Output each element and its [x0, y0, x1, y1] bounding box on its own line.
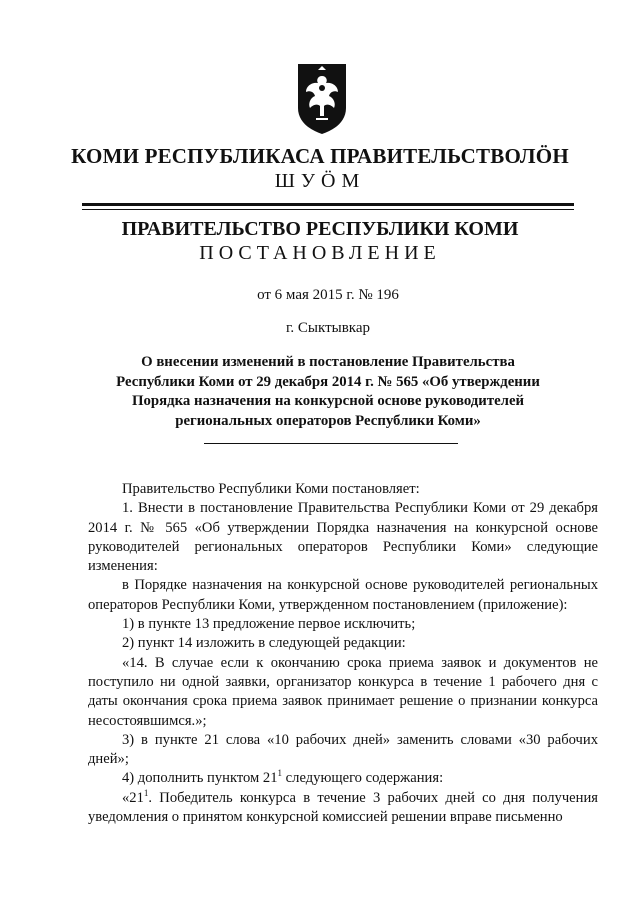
header-divider-thin — [82, 209, 574, 210]
body-paragraph — [88, 769, 598, 788]
document-title — [100, 353, 556, 431]
header-divider-thick — [82, 203, 574, 206]
document-title-line: Порядка назначения на конкурсной основе руководителей — [131, 393, 525, 409]
document-title-line: региональных операторов Республики Коми» — [175, 412, 481, 429]
body-paragraph: 3) в пункте 21 слова «10 рабочих дней» заменить словами «30 рабочих дней»; — [88, 731, 598, 768]
body-paragraph: 1. Внести в постановление Правительства Республики Коми от 29 декабря 2014 г. № 565 «Об утверждении Порядка назначения на конкурсной основе руководителей региональных операторов Республики Коми» следующие изменения: — [88, 500, 598, 575]
body-paragraph: 1) в пункте 13 предложение первое исключить; — [122, 616, 416, 633]
body-paragraph — [88, 789, 598, 828]
document-title-line: Республики Коми от 29 декабря 2014 г. № 565 «Об утверждении — [116, 373, 540, 390]
decree-date-number: от 6 мая 2015 г. № 196 — [257, 287, 399, 303]
decree-city: г. Сыктывкар — [285, 320, 371, 336]
body-text-span: «21 — [122, 789, 144, 806]
title-underline — [204, 443, 458, 444]
body-paragraph: 2) пункт 14 изложить в следующей редакции: — [122, 635, 406, 652]
russian-government-title: ПРАВИТЕЛЬСТВО РЕСПУБЛИКИ КОМИ — [121, 218, 519, 240]
document-title-line: О внесении изменений в постановление Правительства — [141, 354, 515, 370]
decree-label: ПОСТАНОВЛЕНИЕ — [199, 242, 441, 264]
komi-government-title: КОМИ РЕСПУБЛИКАСА ПРАВИТЕЛЬСТВОЛÖН — [71, 144, 569, 168]
komi-coat-of-arms-emblem — [296, 62, 348, 136]
komi-decree-label: ШУÖМ — [274, 170, 366, 192]
body-paragraph: в Порядке назначения на конкурсной основе руководителей региональных операторов Республики Коми, утвержденном постановлением (приложение): — [88, 577, 598, 613]
body-text-span: 4) дополнить пунктом 21 — [122, 770, 278, 787]
decree-body — [88, 480, 598, 827]
coat-of-arms-icon — [296, 62, 348, 136]
superscript-index: 1 — [277, 768, 283, 779]
superscript-index: 1 — [143, 787, 149, 798]
body-paragraph: «14. В случае если к окончанию срока приема заявок и документов не поступило ни одной заявки, организатор конкурса в течение 1 рабочего дня с даты окончания срока приема заявок принимает решение о признании конкурса несостоявшимся.»; — [88, 654, 598, 729]
body-paragraph: Правительство Республики Коми постановляет: — [122, 481, 420, 497]
body-text-span: следующего содержания: — [282, 770, 444, 787]
body-text-span: . Победитель конкурса в течение 3 рабочих дней со дня получения уведомления о принятом конкурсной комиссией решении вправе письменно — [88, 789, 598, 826]
